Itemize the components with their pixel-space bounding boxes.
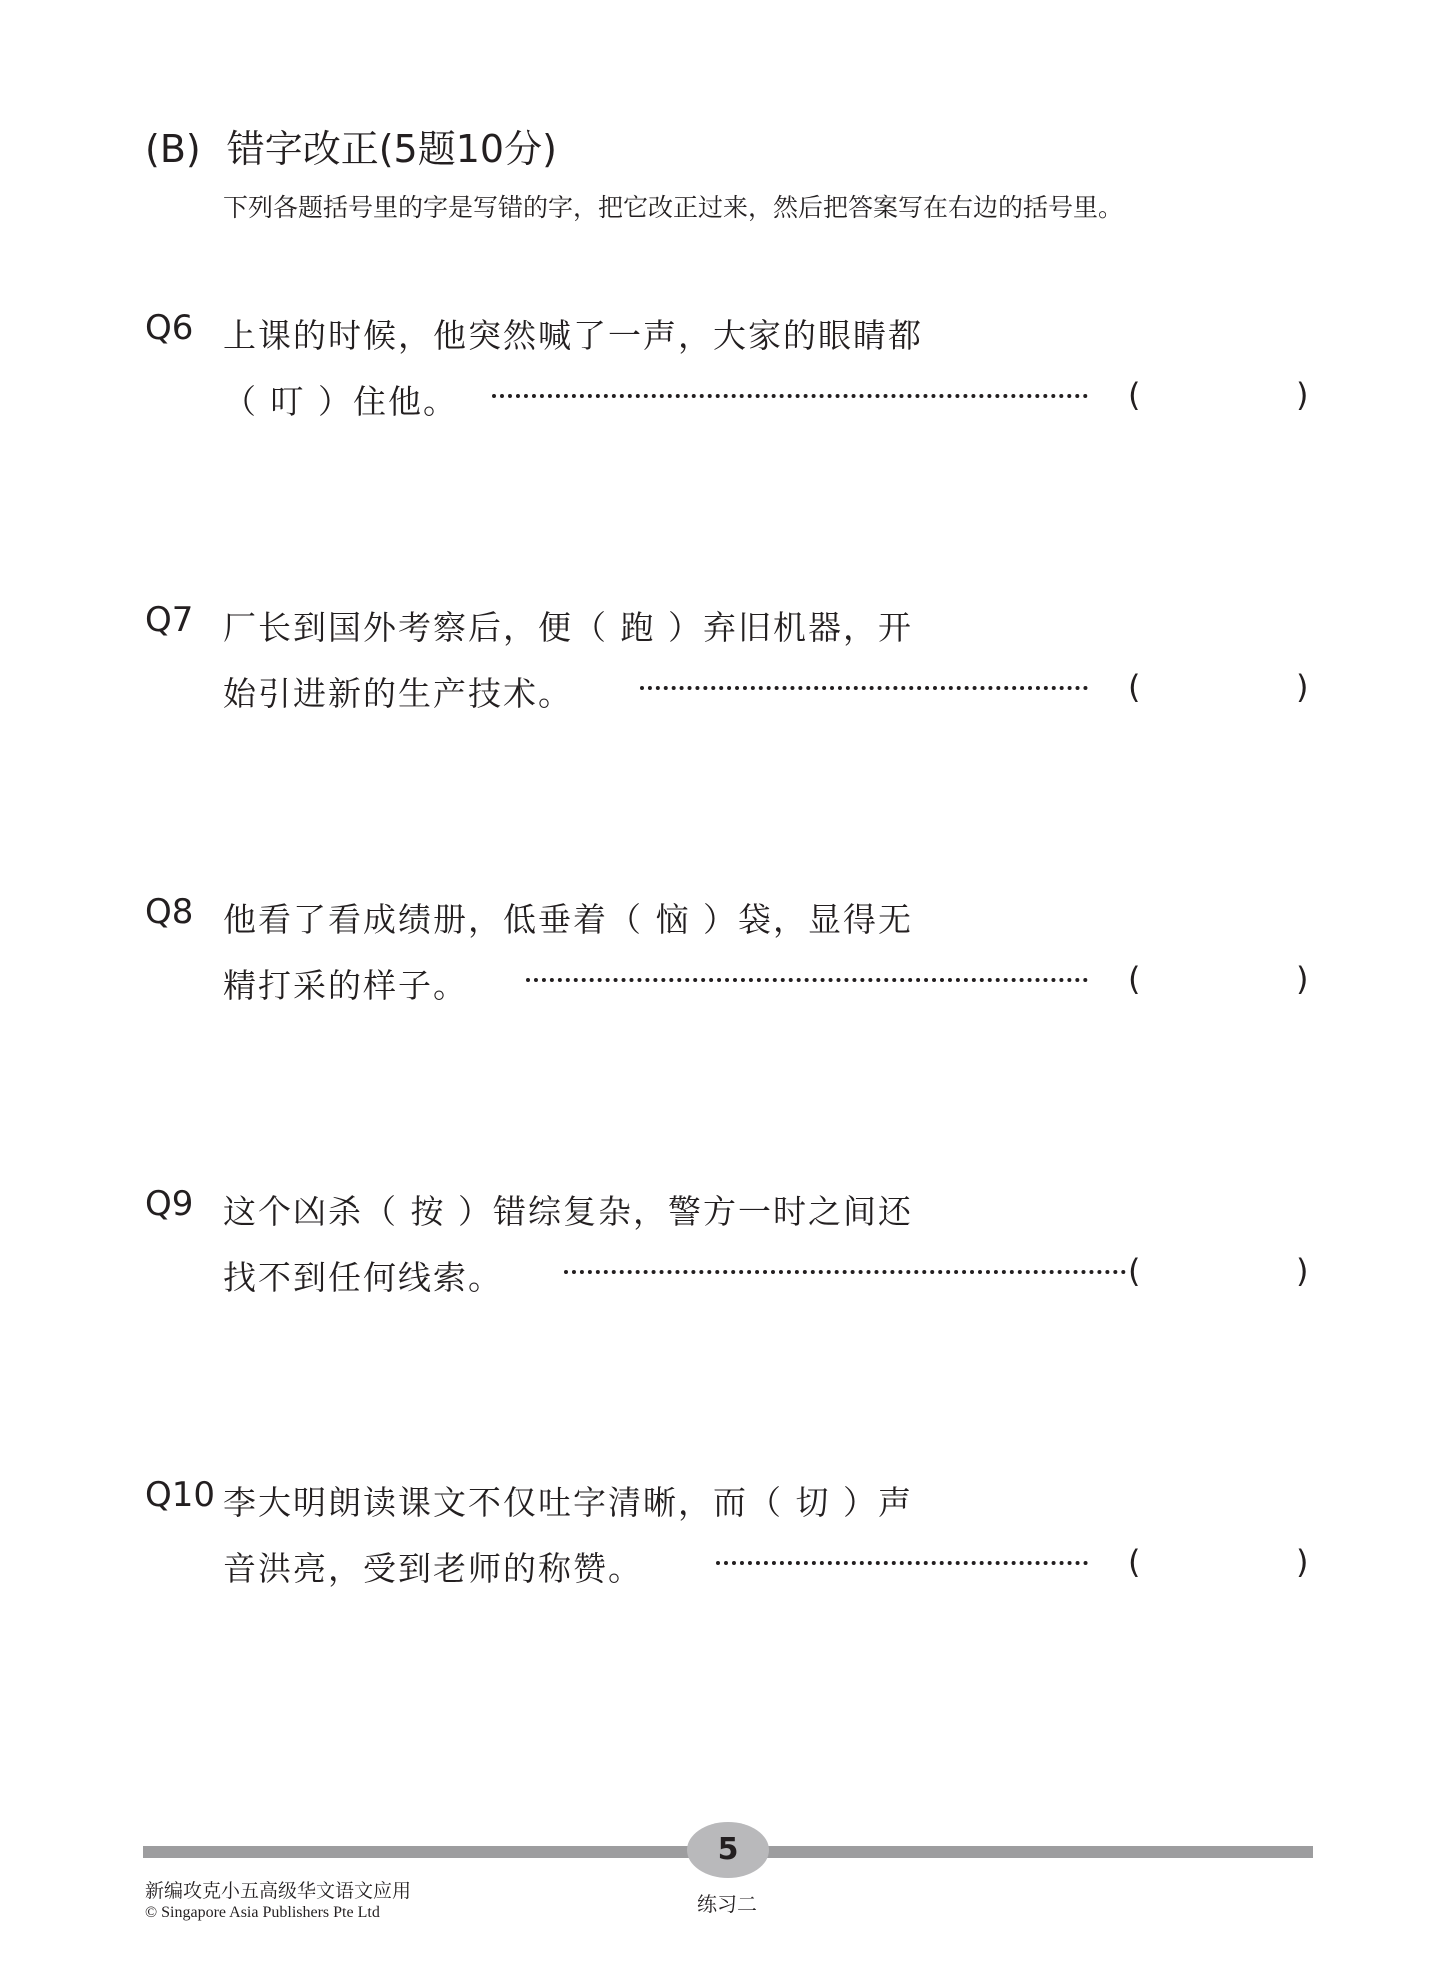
question-number: Q9 — [145, 1184, 194, 1224]
question-number: Q7 — [145, 600, 194, 640]
question-number: Q8 — [145, 892, 194, 932]
question-text-line1: 上课的时候，他突然喊了一声，大家的眼睛都 — [223, 316, 923, 355]
question-text-line2: 音洪亮，受到老师的称赞。 — [223, 1549, 643, 1588]
dotted-leader — [526, 974, 1088, 982]
dotted-leader — [716, 1557, 1088, 1565]
page-number: 5 — [687, 1822, 769, 1878]
question-text-line2: 精打采的样子。 — [223, 966, 468, 1005]
answer-close-paren: ) — [1296, 376, 1309, 414]
footer-rule-left — [143, 1846, 695, 1858]
question-text-line1: 厂长到国外考察后，便（ 跑 ）弃旧机器，开 — [223, 608, 913, 647]
question-text-line2: 找不到任何线索。 — [223, 1258, 503, 1297]
question-q6 — [0, 308, 1445, 428]
answer-close-paren: ) — [1296, 1252, 1309, 1290]
answer-close-paren: ) — [1296, 960, 1309, 998]
question-text-line2: （ 叮 ）住他。 — [223, 382, 458, 421]
question-q7 — [0, 600, 1445, 720]
answer-open-paren: ( — [1128, 376, 1141, 414]
question-q9 — [0, 1184, 1445, 1304]
question-number: Q10 — [145, 1475, 216, 1515]
question-number: Q6 — [145, 308, 194, 348]
question-q8 — [0, 892, 1445, 1012]
answer-open-paren: ( — [1128, 960, 1141, 998]
question-text-line2: 始引进新的生产技术。 — [223, 674, 573, 713]
answer-open-paren: ( — [1128, 668, 1141, 706]
question-text-line1: 这个凶杀（ 按 ）错综复杂，警方一时之间还 — [223, 1192, 913, 1231]
section-instruction: 下列各题括号里的字是写错的字，把它改正过来，然后把答案写在右边的括号里。 — [223, 193, 1124, 222]
footer-rule-right — [760, 1846, 1313, 1858]
dotted-leader — [492, 390, 1088, 398]
section-heading — [145, 118, 557, 173]
question-text-line1: 李大明朗读课文不仅吐字清晰，而（ 切 ）声 — [223, 1483, 913, 1522]
book-title: 新编攻克小五高级华文语文应用 — [145, 1880, 412, 1902]
section-title: 错字改正(5题10分) — [226, 127, 557, 171]
dotted-leader — [564, 1266, 1126, 1274]
exercise-label: 练习二 — [697, 1892, 757, 1916]
question-text-line1: 他看了看成绩册，低垂着（ 恼 ）袋，显得无 — [223, 900, 913, 939]
answer-close-paren: ) — [1296, 1543, 1309, 1581]
section-label: (B) — [145, 127, 201, 171]
question-q10 — [0, 1475, 1445, 1595]
answer-open-paren: ( — [1128, 1252, 1141, 1290]
dotted-leader — [640, 682, 1088, 690]
answer-open-paren: ( — [1128, 1543, 1141, 1581]
answer-close-paren: ) — [1296, 668, 1309, 706]
copyright-notice: © Singapore Asia Publishers Pte Ltd — [145, 1904, 380, 1921]
